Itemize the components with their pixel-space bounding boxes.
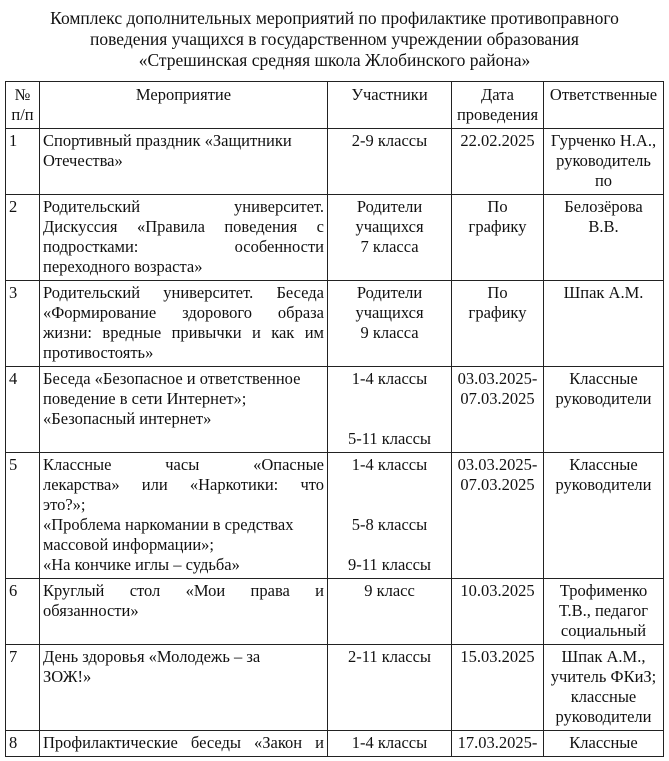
row-date: По графику [452, 281, 544, 367]
row-responsible: Гурченко Н.А., руководитель по [544, 129, 664, 195]
row-event: Спортивный праздник «Защитники Отечества» [40, 129, 328, 195]
page-title [0, 8, 669, 71]
row-num: 3 [6, 281, 40, 367]
table-row [6, 645, 664, 731]
header-responsible: Ответственные [544, 82, 664, 129]
table-row [6, 195, 664, 281]
table-row [6, 731, 664, 757]
row-date: 17.03.2025- [452, 731, 544, 757]
row-responsible: Шпак А.М., учитель ФКиЗ; классные руководители [544, 645, 664, 731]
row-responsible: Белозёрова В.В. [544, 195, 664, 281]
table-row [6, 281, 664, 367]
title-line-3: «Стрешинская средняя школа Жлобинского района» [138, 50, 531, 70]
row-responsible: Классные руководители [544, 453, 664, 579]
title-line-1: Комплекс дополнительных мероприятий по профилактике противоправного [50, 8, 619, 28]
row-responsible: Трофименко Т.В., педагог социальный [544, 579, 664, 645]
header-date: Дата проведения [452, 82, 544, 129]
row-date: По графику [452, 195, 544, 281]
row-num: 1 [6, 129, 40, 195]
row-participants: 9 класс [328, 579, 452, 645]
row-date: 15.03.2025 [452, 645, 544, 731]
events-table [5, 81, 664, 757]
row-num: 5 [6, 453, 40, 579]
row-responsible: Классные руководители [544, 367, 664, 453]
row-participants: Родители учащихся 7 класса [328, 195, 452, 281]
row-participants: 1-4 классы [328, 731, 452, 757]
header-event: Мероприятие [40, 82, 328, 129]
row-event: День здоровья «Молодежь – за ЗОЖ!» [40, 645, 328, 731]
row-date: 22.02.2025 [452, 129, 544, 195]
row-event: Классные часы «Опасные лекарства» или «Наркотики: что это?»; «Проблема наркомании в средствах массовой информации»; «На кончике иглы – судьба» [40, 453, 328, 579]
row-responsible: Шпак А.М. [544, 281, 664, 367]
table-header-row [6, 82, 664, 129]
row-date: 03.03.2025- 07.03.2025 [452, 453, 544, 579]
header-participants: Участники [328, 82, 452, 129]
row-num: 7 [6, 645, 40, 731]
row-participants: 2-11 классы [328, 645, 452, 731]
table-row [6, 129, 664, 195]
row-participants: Родители учащихся 9 класса [328, 281, 452, 367]
row-responsible: Классные [544, 731, 664, 757]
row-num: 4 [6, 367, 40, 453]
row-event: Родительский университет. Дискуссия «Правила поведения с подростками: особенности переходного возраста» [40, 195, 328, 281]
header-num: № п/п [6, 82, 40, 129]
row-event: Круглый стол «Мои права и обязанности» [40, 579, 328, 645]
row-num: 2 [6, 195, 40, 281]
table-row [6, 367, 664, 453]
row-event: Профилактические беседы «Закон и [40, 731, 328, 757]
row-event: Родительский университет. Беседа «Формирование здорового образа жизни: вредные привычки и как им противостоять» [40, 281, 328, 367]
row-participants: 1-4 классы 5-8 классы 9-11 классы [328, 453, 452, 579]
row-date: 10.03.2025 [452, 579, 544, 645]
row-num: 6 [6, 579, 40, 645]
title-line-2: поведения учащихся в государственном учреждении образования [90, 29, 579, 49]
table-row [6, 579, 664, 645]
row-num: 8 [6, 731, 40, 757]
row-date: 03.03.2025- 07.03.2025 [452, 367, 544, 453]
table-row [6, 453, 664, 579]
row-event: Беседа «Безопасное и ответственное поведение в сети Интернет»; «Безопасный интернет» [40, 367, 328, 453]
row-participants: 2-9 классы [328, 129, 452, 195]
row-participants: 1-4 классы 5-11 классы [328, 367, 452, 453]
